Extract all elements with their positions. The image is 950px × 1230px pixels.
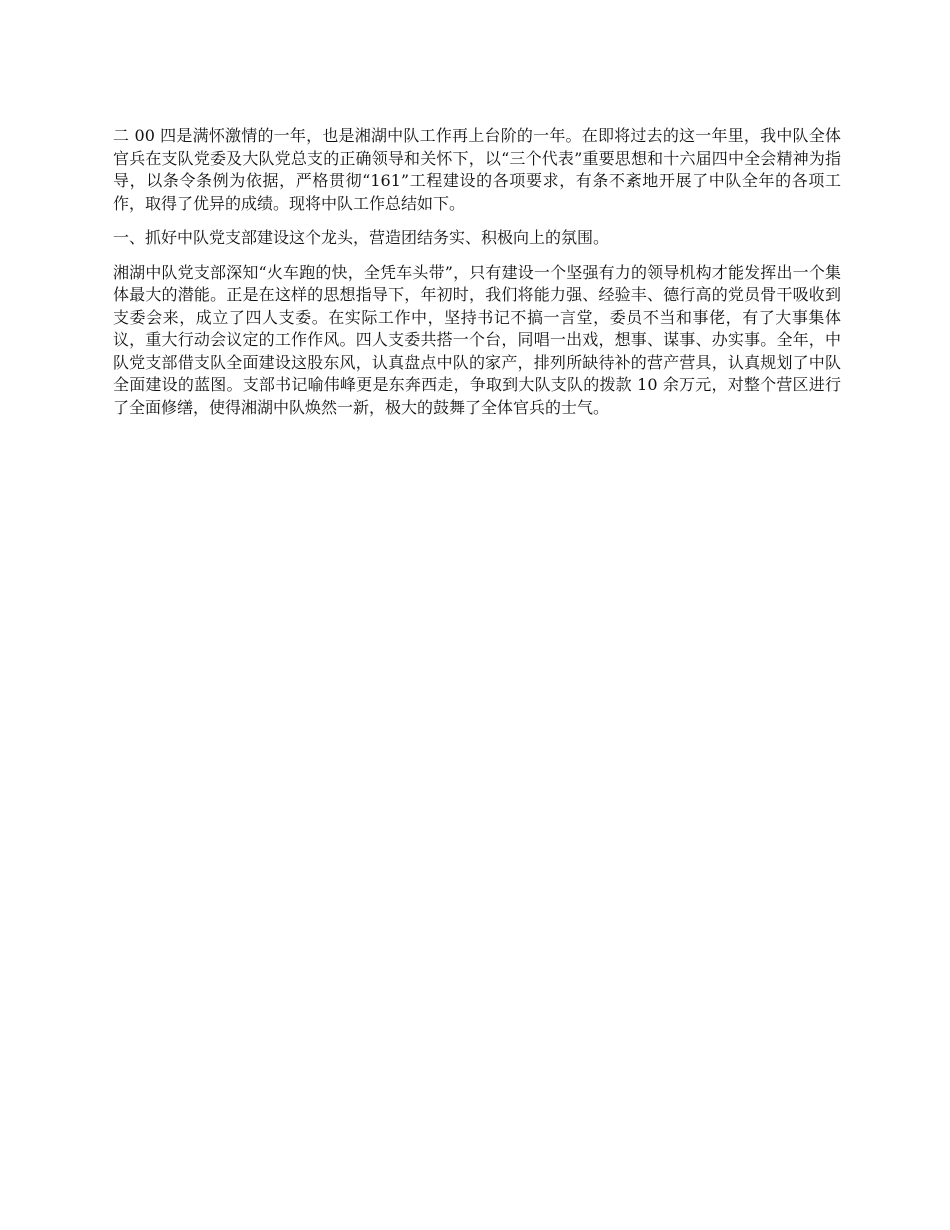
section-1-paragraph: 湘湖中队党支部深知“火车跑的快，全凭车头带”，只有建设一个坚强有力的领导机构才能发挥出一个集体最大的潜能。正是在这样的思想指导下，年初时，我们将能力强、经验丰、德行高的党员骨干吸收到支委会来，成立了四人支委。在实际工作中，坚持书记不搞一言堂，委员不当和事佬，有了大事集体议，重大行动会议定的工作作风。四人支委共搭一个台，同唱一出戏，想事、谋事、办实事。全年，中队党支部借支队全面建设这股东风，认真盘点中队的家产，排列所缺待补的营产营具，认真规划了中队全面建设的蓝图。支部书记喻伟峰更是东奔西走，争取到大队支队的拨款 10 余万元，对整个营区进行了全面修缮，使得湘湖中队焕然一新，极大的鼓舞了全体官兵的士气。 <box>113 262 841 417</box>
section-1-heading: 一、抓好中队党支部建设这个龙头，营造团结务实、积极向上的氛围。 <box>113 228 610 247</box>
intro-paragraph: 二 00 四是满怀激情的一年，也是湘湖中队工作再上台阶的一年。在即将过去的这一年里，我中队全体官兵在支队党委及大队党总支的正确领导和关怀下，以“三个代表”重要思想和十六届四中全会精神为指导，以条令条例为依据，严格贯彻“161”工程建设的各项要求，有条不紊地开展了中队全年的各项工作，取得了优异的成绩。现将中队工作总结如下。 <box>113 126 841 213</box>
document-page <box>113 125 841 431</box>
